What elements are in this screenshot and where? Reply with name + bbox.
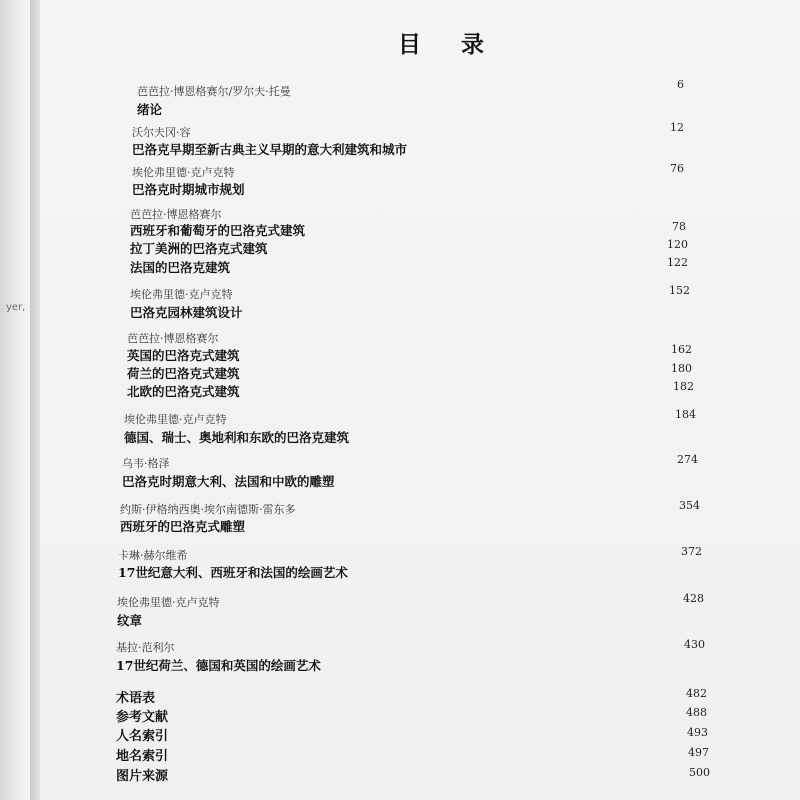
chapter-page-number: 152 xyxy=(669,284,690,297)
appendix-page-number: 500 xyxy=(689,766,710,779)
page-title: 目 录 xyxy=(398,31,501,58)
chapter-page-number: 78 xyxy=(672,220,686,233)
chapter-title: 巴洛克时期意大利、法国和中欧的雕塑 xyxy=(122,474,335,489)
chapter-title: 17世纪意大利、西班牙和法国的绘画艺术 xyxy=(118,565,348,580)
chapter-page-number: 122 xyxy=(667,256,688,269)
chapter-title: 纹章 xyxy=(117,613,143,628)
chapter-page-number: 120 xyxy=(667,238,688,251)
chapter-page-number: 274 xyxy=(677,453,698,466)
appendix-page-number: 488 xyxy=(686,706,707,719)
chapter-page-number: 430 xyxy=(684,638,705,651)
left-page-edge xyxy=(0,0,34,800)
chapter-page-number: 372 xyxy=(681,545,702,558)
section-author: 约斯·伊格纳西奥·埃尔南德斯·雷东多 xyxy=(120,503,296,516)
chapter-title: 17世纪荷兰、德国和英国的绘画艺术 xyxy=(116,658,321,673)
chapter-title: 拉丁美洲的巴洛克式建筑 xyxy=(130,241,268,256)
section-author: 埃伦弗里德·克卢克特 xyxy=(117,596,220,609)
section-author: 芭芭拉·博恩格赛尔 xyxy=(130,208,222,221)
section-author: 沃尔夫冈·容 xyxy=(132,126,191,139)
chapter-page-number: 180 xyxy=(671,362,692,375)
chapter-title: 西班牙的巴洛克式雕塑 xyxy=(120,519,246,534)
chapter-title: 巴洛克园林建筑设计 xyxy=(130,305,243,320)
chapter-page-number: 182 xyxy=(673,380,694,393)
section-author: 基拉·范利尔 xyxy=(116,641,175,654)
toc-page xyxy=(40,0,800,800)
appendix-page-number: 497 xyxy=(688,746,709,759)
chapter-title: 绪论 xyxy=(137,102,163,117)
appendix-title: 人名索引 xyxy=(116,729,169,744)
chapter-page-number: 76 xyxy=(670,162,684,175)
left-page-text-fragment: yer, xyxy=(6,302,26,313)
chapter-title: 荷兰的巴洛克式建筑 xyxy=(127,366,240,381)
appendix-title: 术语表 xyxy=(116,691,156,706)
chapter-page-number: 428 xyxy=(683,592,704,605)
chapter-title: 德国、瑞士、奥地利和东欧的巴洛克建筑 xyxy=(124,430,350,445)
appendix-title: 地名索引 xyxy=(116,749,169,764)
chapter-title: 西班牙和葡萄牙的巴洛克式建筑 xyxy=(130,223,306,238)
section-author: 埃伦弗里德·克卢克特 xyxy=(132,166,235,179)
chapter-title: 巴洛克早期至新古典主义早期的意大利建筑和城市 xyxy=(132,142,408,157)
chapter-title: 英国的巴洛克式建筑 xyxy=(127,348,240,363)
chapter-page-number: 162 xyxy=(671,343,692,356)
section-author: 芭芭拉·博恩格赛尔 xyxy=(127,332,219,345)
chapter-title: 法国的巴洛克建筑 xyxy=(130,260,231,275)
chapter-page-number: 184 xyxy=(675,408,696,421)
section-author: 乌韦·格泽 xyxy=(122,457,170,470)
section-author: 埃伦弗里德·克卢克特 xyxy=(130,288,233,301)
chapter-title: 北欧的巴洛克式建筑 xyxy=(127,384,240,399)
chapter-page-number: 354 xyxy=(679,499,700,512)
section-author: 埃伦弗里德·克卢克特 xyxy=(124,413,227,426)
appendix-title: 参考文献 xyxy=(116,710,169,725)
section-author: 芭芭拉·博恩格赛尔/罗尔夫·托曼 xyxy=(137,85,291,98)
appendix-page-number: 482 xyxy=(686,687,707,700)
chapter-title: 巴洛克时期城市规划 xyxy=(132,182,245,197)
section-author: 卡琳·赫尔维希 xyxy=(118,549,188,562)
appendix-page-number: 493 xyxy=(687,726,708,739)
chapter-page-number: 12 xyxy=(670,121,684,134)
chapter-page-number: 6 xyxy=(677,78,684,91)
appendix-title: 图片来源 xyxy=(116,769,169,784)
